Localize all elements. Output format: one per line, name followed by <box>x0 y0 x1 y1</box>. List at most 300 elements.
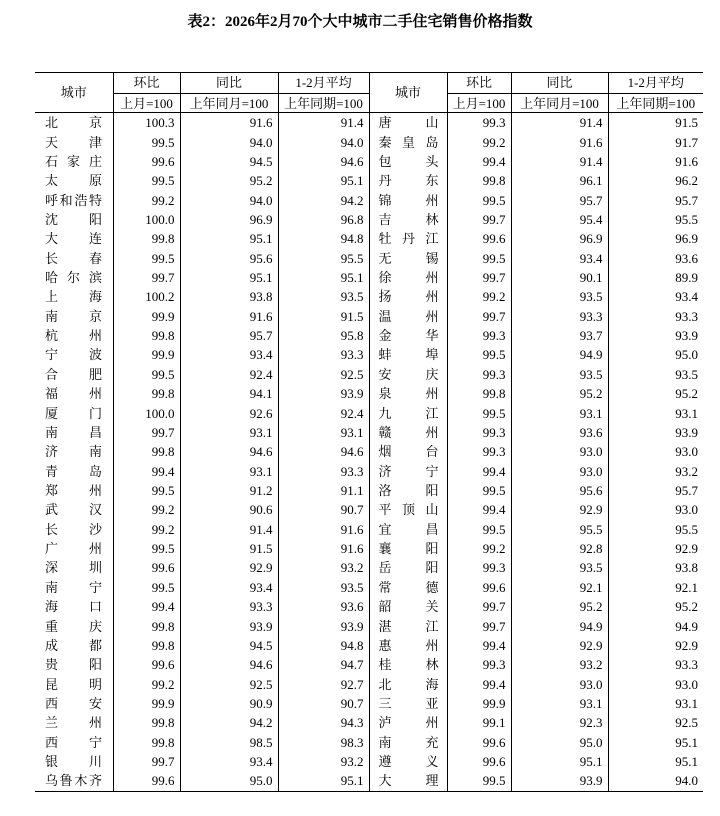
city-cell <box>369 326 447 345</box>
mom-index: 99.3 <box>447 423 511 442</box>
yoy-index: 91.6 <box>180 307 278 326</box>
city-cell <box>35 694 113 713</box>
mom-index: 99.9 <box>113 345 180 364</box>
yoy-index: 92.8 <box>511 539 608 558</box>
table-row <box>35 152 703 171</box>
mom-index: 99.8 <box>447 171 511 190</box>
yoy-index: 93.1 <box>180 461 278 480</box>
yoy-index: 95.1 <box>180 229 278 248</box>
table-row <box>35 229 703 248</box>
city-cell <box>35 771 113 791</box>
city-cell <box>369 190 447 209</box>
city-header: 城市 <box>35 73 113 113</box>
table-row <box>35 752 703 771</box>
mom-index: 99.5 <box>113 539 180 558</box>
city-cell <box>35 655 113 674</box>
table-row <box>35 713 703 732</box>
city-name: 武汉 <box>45 502 102 518</box>
city-name: 锦州 <box>378 192 439 208</box>
table-row <box>35 113 703 133</box>
avg-index: 95.1 <box>608 752 703 771</box>
mom-index: 99.8 <box>447 384 511 403</box>
avg-index: 94.0 <box>608 771 703 791</box>
mom-index: 99.6 <box>113 152 180 171</box>
yoy-index: 90.6 <box>180 500 278 519</box>
avg-index: 92.5 <box>278 365 369 384</box>
yoy-index: 96.1 <box>511 171 608 190</box>
mom-index: 99.5 <box>113 578 180 597</box>
avg-index: 91.5 <box>608 113 703 133</box>
table-row <box>35 616 703 635</box>
mom-index: 99.5 <box>447 403 511 422</box>
avg-index: 95.1 <box>278 268 369 287</box>
avg-index: 89.9 <box>608 268 703 287</box>
avg-index: 90.7 <box>278 694 369 713</box>
yoy-index: 93.5 <box>511 365 608 384</box>
city-cell <box>369 423 447 442</box>
mom-index: 100.2 <box>113 287 180 306</box>
yoy-index: 95.2 <box>180 171 278 190</box>
yoy-index: 94.5 <box>180 152 278 171</box>
avg-index: 93.5 <box>608 365 703 384</box>
avg-header: 1-2月平均 <box>608 73 703 94</box>
mom-index: 99.8 <box>113 733 180 752</box>
table-row <box>35 636 703 655</box>
mom-index: 99.5 <box>113 481 180 500</box>
avg-index: 93.3 <box>608 307 703 326</box>
city-name: 南昌 <box>45 424 102 440</box>
city-name: 银川 <box>45 754 102 770</box>
yoy-index: 95.0 <box>511 733 608 752</box>
city-cell <box>35 287 113 306</box>
table-row <box>35 287 703 306</box>
table-row <box>35 171 703 190</box>
yoy-index: 92.4 <box>180 365 278 384</box>
city-name: 昆明 <box>45 676 102 692</box>
city-cell <box>369 636 447 655</box>
mom-index: 99.9 <box>447 694 511 713</box>
city-cell <box>35 733 113 752</box>
city-name: 惠州 <box>378 637 439 653</box>
city-name: 桂林 <box>378 657 439 673</box>
avg-index: 93.1 <box>608 694 703 713</box>
yoy-index: 98.5 <box>180 733 278 752</box>
yoy-index: 92.1 <box>511 578 608 597</box>
table-row <box>35 345 703 364</box>
city-name: 北京 <box>45 115 102 131</box>
city-cell <box>369 539 447 558</box>
city-name: 岳阳 <box>378 560 439 576</box>
table-row <box>35 461 703 480</box>
city-cell <box>35 384 113 403</box>
yoy-index: 96.9 <box>180 210 278 229</box>
city-name: 合肥 <box>45 366 102 382</box>
yoy-index: 90.1 <box>511 268 608 287</box>
mom-index: 99.6 <box>447 578 511 597</box>
city-cell <box>369 171 447 190</box>
city-cell <box>35 229 113 248</box>
yoy-index: 92.9 <box>511 636 608 655</box>
yoy-index: 92.5 <box>180 674 278 693</box>
city-name: 石家庄 <box>45 153 102 169</box>
mom-index: 99.5 <box>447 520 511 539</box>
yoy-index: 95.2 <box>511 597 608 616</box>
city-name: 杭州 <box>45 328 102 344</box>
city-name: 宜昌 <box>378 521 439 537</box>
city-cell <box>369 442 447 461</box>
city-name: 徐州 <box>378 270 439 286</box>
table-row <box>35 210 703 229</box>
avg-index: 96.9 <box>608 229 703 248</box>
city-cell <box>369 210 447 229</box>
city-name: 贵阳 <box>45 657 102 673</box>
yoy-index: 93.4 <box>511 249 608 268</box>
avg-index: 95.7 <box>608 190 703 209</box>
city-cell <box>35 403 113 422</box>
mom-header: 环比 <box>113 73 180 94</box>
city-name: 长春 <box>45 250 102 266</box>
avg-index: 94.6 <box>278 442 369 461</box>
avg-index: 91.5 <box>278 307 369 326</box>
mom-index: 99.6 <box>113 558 180 577</box>
mom-index: 99.6 <box>447 752 511 771</box>
yoy-index: 91.4 <box>511 113 608 133</box>
mom-index: 99.4 <box>447 152 511 171</box>
table-row <box>35 578 703 597</box>
mom-index: 99.7 <box>447 597 511 616</box>
yoy-index: 96.9 <box>511 229 608 248</box>
city-header: 城市 <box>369 73 447 113</box>
yoy-index: 93.8 <box>180 287 278 306</box>
avg-index: 95.0 <box>608 345 703 364</box>
yoy-base-header: 上年同月=100 <box>180 94 278 113</box>
avg-index: 93.6 <box>608 249 703 268</box>
yoy-index: 94.6 <box>180 442 278 461</box>
mom-index: 99.5 <box>113 132 180 151</box>
mom-index: 99.9 <box>113 694 180 713</box>
city-cell <box>369 287 447 306</box>
mom-index: 99.6 <box>447 733 511 752</box>
table-row <box>35 132 703 151</box>
city-name: 遵义 <box>378 754 439 770</box>
city-cell <box>35 481 113 500</box>
city-name: 上海 <box>45 289 102 305</box>
city-name: 长沙 <box>45 521 102 537</box>
city-cell <box>369 461 447 480</box>
avg-index: 95.5 <box>608 520 703 539</box>
city-cell <box>35 461 113 480</box>
city-name: 常德 <box>378 579 439 595</box>
mom-index: 99.3 <box>447 326 511 345</box>
mom-index: 99.4 <box>447 461 511 480</box>
city-cell <box>35 597 113 616</box>
table-row <box>35 597 703 616</box>
yoy-index: 94.0 <box>180 190 278 209</box>
yoy-header: 同比 <box>180 73 278 94</box>
city-name: 韶关 <box>378 599 439 615</box>
city-cell <box>35 674 113 693</box>
mom-index: 99.8 <box>113 442 180 461</box>
avg-index: 92.1 <box>608 578 703 597</box>
mom-index: 99.7 <box>447 307 511 326</box>
yoy-index: 95.0 <box>180 771 278 791</box>
city-name: 包头 <box>378 153 439 169</box>
yoy-index: 93.5 <box>511 287 608 306</box>
city-cell <box>35 249 113 268</box>
city-cell <box>369 500 447 519</box>
city-name: 泉州 <box>378 386 439 402</box>
mom-index: 99.8 <box>113 326 180 345</box>
yoy-index: 94.0 <box>180 132 278 151</box>
yoy-index: 94.6 <box>180 655 278 674</box>
yoy-index: 93.2 <box>511 655 608 674</box>
avg-index: 94.2 <box>278 190 369 209</box>
city-name: 济宁 <box>378 463 439 479</box>
city-name: 丹东 <box>378 173 439 189</box>
city-cell <box>35 636 113 655</box>
mom-index: 99.5 <box>447 249 511 268</box>
city-name: 牡丹江 <box>378 231 439 247</box>
yoy-index: 95.7 <box>180 326 278 345</box>
table-row <box>35 539 703 558</box>
avg-index: 95.1 <box>608 733 703 752</box>
city-name: 深圳 <box>45 560 102 576</box>
avg-index: 95.2 <box>608 384 703 403</box>
mom-index: 99.8 <box>113 229 180 248</box>
mom-index: 99.2 <box>113 500 180 519</box>
city-name: 泸州 <box>378 715 439 731</box>
mom-index: 99.4 <box>447 500 511 519</box>
table-row <box>35 326 703 345</box>
city-cell <box>35 132 113 151</box>
table-row <box>35 481 703 500</box>
city-cell <box>369 558 447 577</box>
mom-index: 99.4 <box>113 597 180 616</box>
mom-index: 99.3 <box>447 558 511 577</box>
mom-index: 99.7 <box>447 268 511 287</box>
mom-index: 99.4 <box>447 636 511 655</box>
avg-index: 94.7 <box>278 655 369 674</box>
yoy-index: 93.1 <box>511 694 608 713</box>
yoy-index: 94.1 <box>180 384 278 403</box>
table-row <box>35 733 703 752</box>
yoy-index: 93.1 <box>511 403 608 422</box>
yoy-index: 93.9 <box>511 771 608 791</box>
city-cell <box>369 733 447 752</box>
avg-index: 93.9 <box>278 384 369 403</box>
mom-index: 99.6 <box>447 229 511 248</box>
table-row <box>35 423 703 442</box>
mom-index: 99.1 <box>447 713 511 732</box>
mom-index: 99.3 <box>447 113 511 133</box>
avg-index: 94.0 <box>278 132 369 151</box>
avg-index: 92.4 <box>278 403 369 422</box>
yoy-index: 91.4 <box>511 152 608 171</box>
mom-index: 99.5 <box>447 190 511 209</box>
header-row <box>35 73 703 94</box>
avg-index: 93.9 <box>608 326 703 345</box>
avg-index: 93.1 <box>278 423 369 442</box>
avg-index: 93.0 <box>608 500 703 519</box>
mom-index: 99.7 <box>113 752 180 771</box>
avg-index: 95.1 <box>278 771 369 791</box>
yoy-index: 95.6 <box>180 249 278 268</box>
city-name: 重庆 <box>45 618 102 634</box>
city-cell <box>35 616 113 635</box>
city-name: 广州 <box>45 541 102 557</box>
city-name: 温州 <box>378 308 439 324</box>
mom-base-header: 上月=100 <box>113 94 180 113</box>
avg-header: 1-2月平均 <box>278 73 369 94</box>
mom-index: 99.6 <box>113 655 180 674</box>
yoy-index: 92.9 <box>180 558 278 577</box>
city-cell <box>369 713 447 732</box>
yoy-index: 93.4 <box>180 345 278 364</box>
avg-index: 95.8 <box>278 326 369 345</box>
avg-index: 93.9 <box>278 616 369 635</box>
city-name: 平顶山 <box>378 502 439 518</box>
avg-index: 93.6 <box>278 597 369 616</box>
city-cell <box>35 500 113 519</box>
yoy-index: 95.1 <box>511 752 608 771</box>
city-cell <box>369 307 447 326</box>
avg-index: 91.7 <box>608 132 703 151</box>
city-name: 襄阳 <box>378 541 439 557</box>
city-cell <box>35 210 113 229</box>
city-cell <box>369 249 447 268</box>
table-body <box>35 113 703 792</box>
yoy-index: 93.1 <box>180 423 278 442</box>
city-name: 安庆 <box>378 366 439 382</box>
city-name: 湛江 <box>378 618 439 634</box>
yoy-index: 93.7 <box>511 326 608 345</box>
avg-index: 94.9 <box>608 616 703 635</box>
avg-index: 91.4 <box>278 113 369 133</box>
yoy-index: 91.2 <box>180 481 278 500</box>
mom-index: 99.3 <box>447 655 511 674</box>
yoy-index: 93.4 <box>180 578 278 597</box>
yoy-index: 94.9 <box>511 345 608 364</box>
city-cell <box>35 365 113 384</box>
mom-index: 99.4 <box>113 461 180 480</box>
avg-index: 93.5 <box>278 287 369 306</box>
avg-index: 92.9 <box>608 636 703 655</box>
yoy-index: 91.6 <box>511 132 608 151</box>
city-name: 扬州 <box>378 289 439 305</box>
city-cell <box>369 152 447 171</box>
table-row <box>35 268 703 287</box>
avg-index: 98.3 <box>278 733 369 752</box>
avg-index: 93.2 <box>278 558 369 577</box>
table-row <box>35 307 703 326</box>
avg-index: 93.8 <box>608 558 703 577</box>
city-cell <box>369 578 447 597</box>
city-name: 烟台 <box>378 444 439 460</box>
city-name: 赣州 <box>378 424 439 440</box>
mom-index: 99.6 <box>113 771 180 791</box>
city-name: 兰州 <box>45 715 102 731</box>
avg-index: 93.2 <box>278 752 369 771</box>
city-cell <box>369 268 447 287</box>
yoy-index: 93.4 <box>180 752 278 771</box>
city-cell <box>35 520 113 539</box>
mom-index: 99.5 <box>447 345 511 364</box>
avg-index: 95.2 <box>608 597 703 616</box>
mom-index: 100.0 <box>113 403 180 422</box>
table-row <box>35 694 703 713</box>
city-name: 西宁 <box>45 734 102 750</box>
city-name: 三亚 <box>378 695 439 711</box>
table-row <box>35 520 703 539</box>
table-header <box>35 73 703 113</box>
city-name: 九江 <box>378 405 439 421</box>
city-name: 呼和浩特 <box>45 192 102 208</box>
city-cell <box>369 655 447 674</box>
city-name: 海口 <box>45 599 102 615</box>
yoy-index: 91.4 <box>180 520 278 539</box>
city-cell <box>35 171 113 190</box>
avg-index: 91.6 <box>278 520 369 539</box>
city-name: 唐山 <box>378 115 439 131</box>
avg-index: 93.3 <box>278 461 369 480</box>
city-cell <box>35 423 113 442</box>
city-name: 南京 <box>45 308 102 324</box>
yoy-index: 92.9 <box>511 500 608 519</box>
mom-index: 99.7 <box>447 210 511 229</box>
mom-index: 100.3 <box>113 113 180 133</box>
city-name: 成都 <box>45 637 102 653</box>
avg-index: 94.8 <box>278 636 369 655</box>
yoy-index: 93.5 <box>511 558 608 577</box>
yoy-index: 91.6 <box>180 113 278 133</box>
city-cell <box>35 113 113 133</box>
city-name: 厦门 <box>45 405 102 421</box>
yoy-index: 95.6 <box>511 481 608 500</box>
avg-index: 91.6 <box>608 152 703 171</box>
city-cell <box>35 558 113 577</box>
avg-index: 93.5 <box>278 578 369 597</box>
table-row <box>35 674 703 693</box>
yoy-index: 94.2 <box>180 713 278 732</box>
city-cell <box>35 442 113 461</box>
avg-base-header: 上年同期=100 <box>278 94 369 113</box>
city-cell <box>35 539 113 558</box>
avg-index: 92.9 <box>608 539 703 558</box>
avg-index: 94.6 <box>278 152 369 171</box>
mom-index: 99.8 <box>113 616 180 635</box>
yoy-index: 95.7 <box>511 190 608 209</box>
yoy-index: 92.6 <box>180 403 278 422</box>
city-cell <box>369 616 447 635</box>
table-row <box>35 384 703 403</box>
mom-index: 99.4 <box>447 674 511 693</box>
table-title: 表2：2026年2月70个大中城市二手住宅销售价格指数 <box>187 14 533 30</box>
yoy-index: 93.0 <box>511 442 608 461</box>
city-cell <box>369 520 447 539</box>
city-cell <box>35 752 113 771</box>
table-row <box>35 365 703 384</box>
city-name: 郑州 <box>45 483 102 498</box>
mom-index: 99.2 <box>447 132 511 151</box>
city-name: 沈阳 <box>45 211 102 227</box>
avg-index: 93.0 <box>608 442 703 461</box>
table-row <box>35 500 703 519</box>
city-cell <box>35 345 113 364</box>
city-name: 西安 <box>45 695 102 711</box>
avg-index: 93.0 <box>608 674 703 693</box>
avg-index: 93.3 <box>278 345 369 364</box>
yoy-index: 91.5 <box>180 539 278 558</box>
